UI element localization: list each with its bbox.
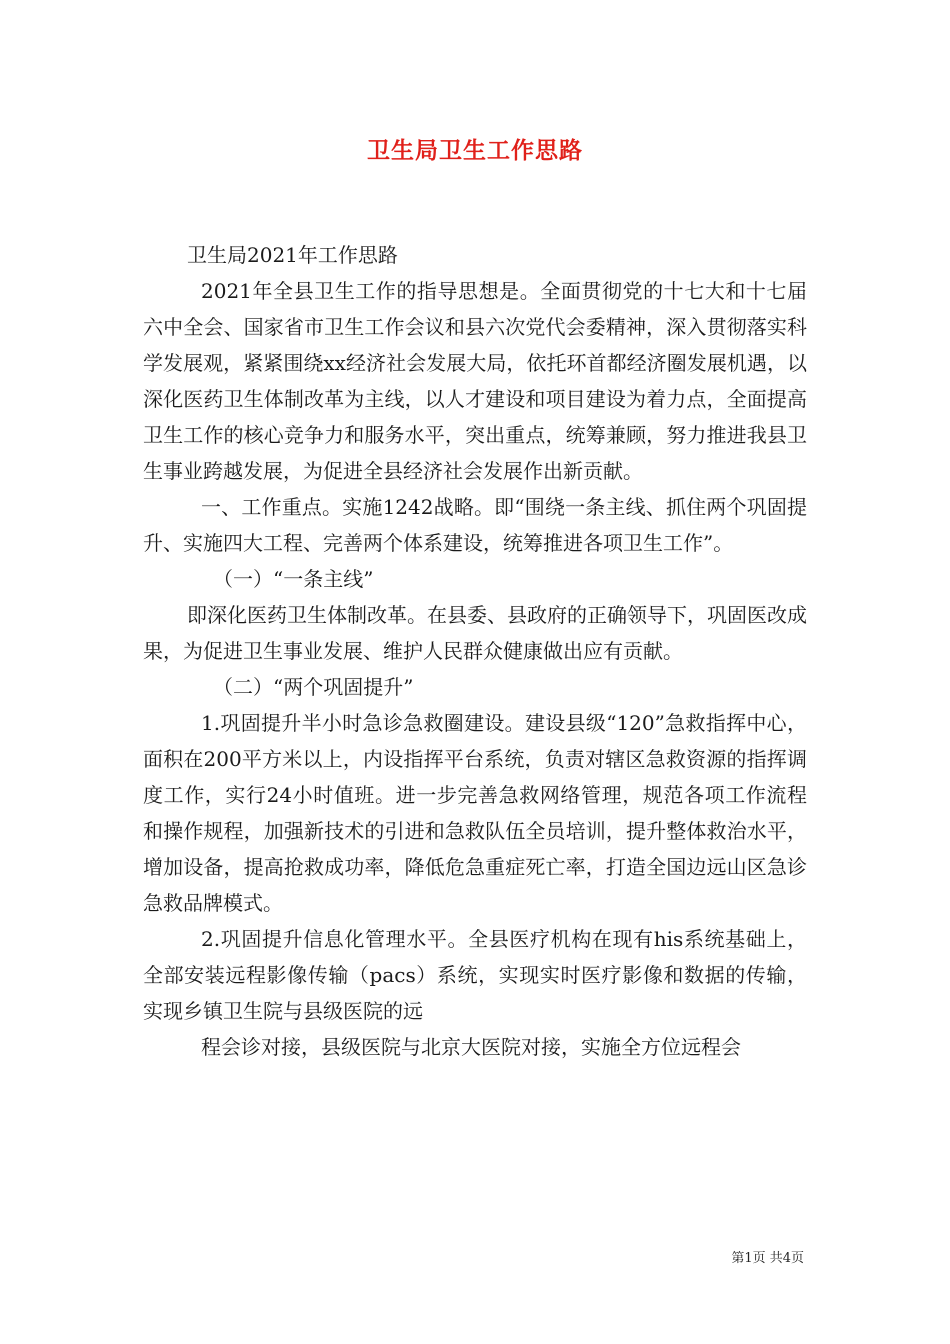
heading-one-main-line: （一）“一条主线” <box>213 567 374 591</box>
paragraph-subtitle: 卫生局2021年工作思路 <box>187 243 398 267</box>
paragraph-remote-consultation: 程会诊对接，县级医院与北京大医院对接，实施全方位远程会 <box>201 1035 741 1059</box>
heading-two-consolidation: （二）“两个巩固提升” <box>213 675 414 699</box>
paragraph-one-main-line: 即深化医药卫生体制改革。在县委、县政府的正确领导下，巩固医改成果，为促进卫生事业发展、维护人民群众健康做出应有贡献。 <box>143 603 807 663</box>
document-title: 卫生局卫生工作思路 <box>367 137 583 164</box>
paragraph-informatization: 2.巩固提升信息化管理水平。全县医疗机构在现有his系统基础上，全部安装远程影像传输（pacs）系统，实现实时医疗影像和数据的传输，实现乡镇卫生院与县级医院的远 <box>143 927 807 1023</box>
document-body <box>143 237 807 1065</box>
paragraph-work-focus: 一、工作重点。实施1242战略。即“围绕一条主线、抓住两个巩固提升、实施四大工程、完善两个体系建设，统筹推进各项卫生工作”。 <box>143 495 807 555</box>
page-number: 第1页 共4页 <box>731 1251 804 1266</box>
paragraph-emergency-circle: 1.巩固提升半小时急诊急救圈建设。建设县级“120”急救指挥中心，面积在200平方米以上，内设指挥平台系统，负责对辖区急救资源的指挥调度工作，实行24小时值班。进一步完善急救网络管理，规范各项工作流程和操作规程，加强新技术的引进和急救队伍全员培训，提升整体救治水平，增加设备，提高抢救成功率，降低危急重症死亡率，打造全国边远山区急诊急救品牌模式。 <box>143 711 807 915</box>
paragraph-guiding-thought: 2021年全县卫生工作的指导思想是。全面贯彻党的十七大和十七届六中全会、国家省市卫生工作会议和县六次党代会委精神，深入贯彻落实科学发展观，紧紧围绕xx经济社会发展大局，依托环首都经济圈发展机遇，以深化医药卫生体制改革为主线，以人才建设和项目建设为着力点，全面提高卫生工作的核心竞争力和服务水平，突出重点，统筹兼顾，努力推进我县卫生事业跨越发展，为促进全县经济社会发展作出新贡献。 <box>143 279 807 483</box>
